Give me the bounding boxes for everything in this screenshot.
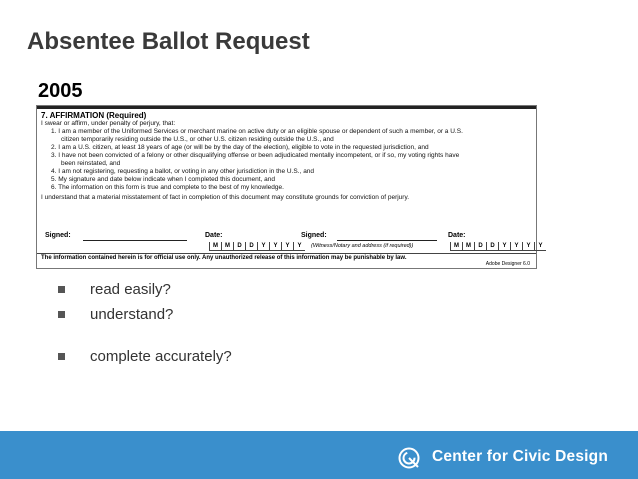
date-format-cell: Y (522, 242, 534, 251)
form-section-heading: 7. AFFIRMATION (Required) (41, 111, 147, 120)
date-format-cell: D (474, 242, 486, 251)
date-format-cell: Y (281, 242, 293, 251)
form-top-rule (37, 106, 536, 109)
date-format-cell: D (245, 242, 257, 251)
form-line-2: 2. I am a U.S. citizen, at least 18 years of age (or will be by the day of the election), eligible to vote in the requested jurisdiction, and (51, 144, 429, 151)
bullet-text: understand? (90, 306, 174, 323)
date-format-cell: M (209, 242, 221, 251)
form-line-4: 4. I am not registering, requesting a ballot, or voting in any other jurisdiction in the U.S., and (51, 168, 315, 175)
signed-label: Signed: (45, 232, 71, 239)
date-format-cell: M (462, 242, 474, 251)
witness-note: (Witness/Notary and address (if required)) (311, 243, 414, 249)
civic-design-logo-icon (398, 447, 420, 469)
bullet-item (58, 280, 232, 305)
bullet-text: complete accurately? (90, 348, 232, 365)
date-label: Date: (205, 232, 223, 239)
form-excerpt (36, 105, 543, 269)
square-bullet-icon (58, 353, 65, 360)
date-format-cell: Y (257, 242, 269, 251)
form-year: 2005 (38, 80, 83, 102)
date-format-cell: Y (269, 242, 281, 251)
question-list (58, 280, 232, 372)
form-line-1b: citizen temporarily residing outside the U.S., or other U.S. citizen residing outside the U.S., and (61, 136, 334, 143)
form-line-3: 3. I have not been convicted of a felony or other disqualifying offense or been adjudicated mentally incompetent, or if so, my voting rights have (51, 152, 460, 159)
form-line-3b: been reinstated, and (61, 160, 121, 167)
square-bullet-icon (58, 311, 65, 318)
witness-signature-line (337, 240, 437, 241)
slide-title: Absentee Ballot Request (27, 28, 310, 55)
form-footer-notice: The information contained herein is for official use only. Any unauthorized release of this information may be punishable by law. (41, 255, 407, 261)
form-understand: I understand that a material misstatement of fact in completion of this document may constitute grounds for conviction of perjury. (41, 194, 410, 201)
date-format-cell: Y (293, 242, 305, 251)
bullet-item (58, 305, 232, 330)
date-format-cell: Y (498, 242, 510, 251)
form-line-5: 5. My signature and date below indicate when I completed this document, and (51, 176, 276, 183)
date-format-cell: D (486, 242, 498, 251)
signature-line (83, 240, 187, 241)
date-format-cell: M (450, 242, 462, 251)
witness-signed-label: Signed: (301, 232, 327, 239)
square-bullet-icon (58, 286, 65, 293)
date-format-cell: Y (534, 242, 546, 251)
form-line-1: 1. I am a member of the Uniformed Services or merchant marine on active duty or an eligible spouse or dependent of such a member, or a U.S. (51, 128, 463, 135)
witness-date-label: Date: (448, 232, 466, 239)
designer-note: Adobe Designer 6.0 (485, 261, 530, 267)
form-line-6: 6. The information on this form is true and complete to the best of my knowledge. (51, 184, 284, 191)
witness-date-format-boxes (450, 242, 546, 251)
bullet-text: read easily? (90, 281, 171, 298)
date-format-cell: Y (510, 242, 522, 251)
date-format-cell: M (221, 242, 233, 251)
form-intro: I swear or affirm, under penalty of perjury, that: (41, 120, 176, 127)
date-format-cell: D (233, 242, 245, 251)
form-footer-rule (37, 253, 536, 254)
org-name: Center for Civic Design (432, 448, 609, 465)
bullet-item (58, 347, 232, 372)
date-format-boxes (209, 242, 305, 251)
